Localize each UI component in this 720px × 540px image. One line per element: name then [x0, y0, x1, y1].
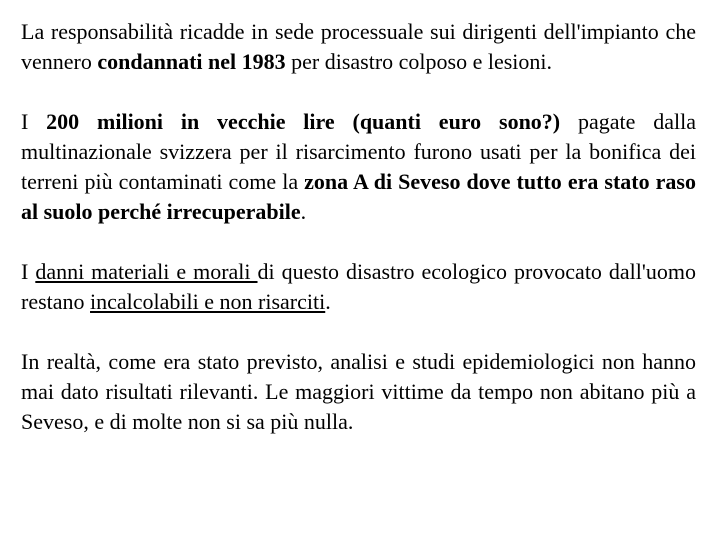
paragraph-damages [21, 257, 696, 317]
text-segment: I [21, 109, 47, 134]
emphasis-condemned: condannati nel 1983 [97, 49, 286, 74]
text-segment: La responsabilità ricadde in sede processuale sui dirigenti dell'impianto che vennero [21, 19, 696, 74]
paragraph-responsibility [21, 17, 696, 77]
underline-damages: danni materiali e morali [35, 259, 258, 284]
underline-incalculable: incalcolabili e non risarciti [90, 289, 326, 314]
text-segment: In realtà, come era stato previsto, analisi e studi epidemiologici non hanno mai dato risultati rilevanti. Le maggiori vittime da tempo non abitano più a Seveso, e di molte non si sa più nulla. [21, 349, 696, 434]
paragraph-reality [21, 347, 696, 437]
emphasis-200-million: 200 milioni in vecchie lire (quanti euro sono?) [46, 109, 561, 134]
text-segment: pagate dalla multinazionale svizzera per il risarcimento furono usati per la bonifica dei terreni più contaminati come la [21, 109, 696, 194]
text-segment: di questo disastro ecologico provocato dall'uomo restano [21, 259, 696, 314]
text-segment: per disastro colposo e lesioni. [285, 49, 553, 74]
emphasis-zone-a: zona A di Seveso dove tutto era stato raso al suolo perché irrecuperabile [21, 169, 696, 224]
paragraph-compensation [21, 107, 696, 227]
text-segment: . [300, 199, 307, 224]
text-segment: . [325, 289, 331, 314]
text-segment: I [21, 259, 36, 284]
